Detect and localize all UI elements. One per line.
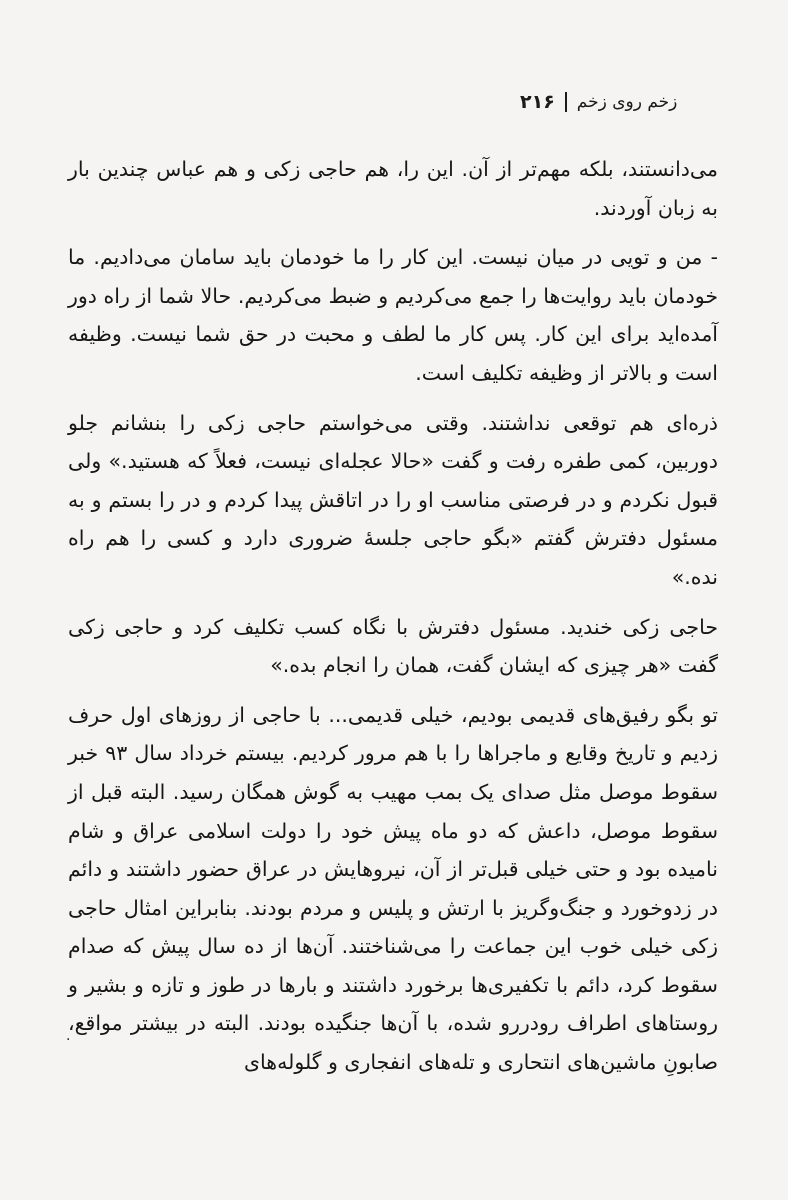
page-header [520,86,720,118]
header-separator [565,92,567,112]
running-title: زخم روی زخم [576,92,678,112]
paragraph: - من و تویی در میان نیست. این کار را ما خودمان باید سامان می‌دادیم. ما خودمان باید روایت‌ها را جمع می‌کردیم و ضبط می‌کردیم. حالا شما از راه دور آمده‌اید برای این کار. پس کار ما لطف و محبت در حق شما نیست. وظیفه است و بالاتر از وظیفه تکلیف است. [68,245,718,385]
paragraph: حاجی زکی خندید. مسئول دفترش با نگاه کسب تکلیف کرد و حاجی زکی گفت «هر چیزی که ایشان گفت، همان را انجام بده.» [68,614,718,678]
paragraph: ذره‌ای هم توقعی نداشتند. وقتی می‌خواستم حاجی زکی را بنشانم جلو دوربین، کمی طفره رفت و گفت «حالا عجله‌ای نیست، فعلاً که هستید.» ولی قبول نکردم و در فرصتی مناسب او را در اتاقش پیدا کردم و در را بستم و به مسئول دفترش گفتم «بگو حاجی جلسهٔ ضروری دارد و کسی را هم راه نده.» [68,410,718,589]
margin-mark: . [66,1028,71,1044]
page-number: ۲۱۶ [520,91,555,113]
paragraph: تو بگو رفیق‌های قدیمی بودیم، خیلی قدیمی... با حاجی از روزهای اول حرف زدیم و تاریخ وقایع و ماجراها را با هم مرور کردیم. بیستم خرداد سال ۹۳ خبر سقوط موصل مثل صدای یک بمب مهیب به گوش همگان رسید. البته قبل از سقوط موصل، داعش که دو ماه پیش خود را دولت اسلامی عراق و شام نامیده بود و حتی خیلی قبل‌تر از آن، نیروهایش در عراق حضور داشتند و دائم در زدوخورد و جنگ‌وگریز با ارتش و پلیس و مردم بودند. بنابراین امثال حاجی زکی خیلی خوب این جماعت را می‌شناختند. آن‌ها از ده سال پیش که صدام سقوط کرد، دائم با تکفیری‌ها برخورد داشتند و بارها در طوز و تازه و بشیر و روستاهای اطراف رودررو شده، با آن‌ها جنگیده بودند. البته در بیشتر مواقع، صابونِ ماشین‌های انتحاری و تله‌های انفجاری و گلوله‌های [68,702,719,1075]
body-text [68,150,718,1082]
paragraph: می‌دانستند، بلکه مهم‌تر از آن. این را، هم حاجی زکی و هم عباس چندین بار به زبان آوردند. [68,157,718,220]
